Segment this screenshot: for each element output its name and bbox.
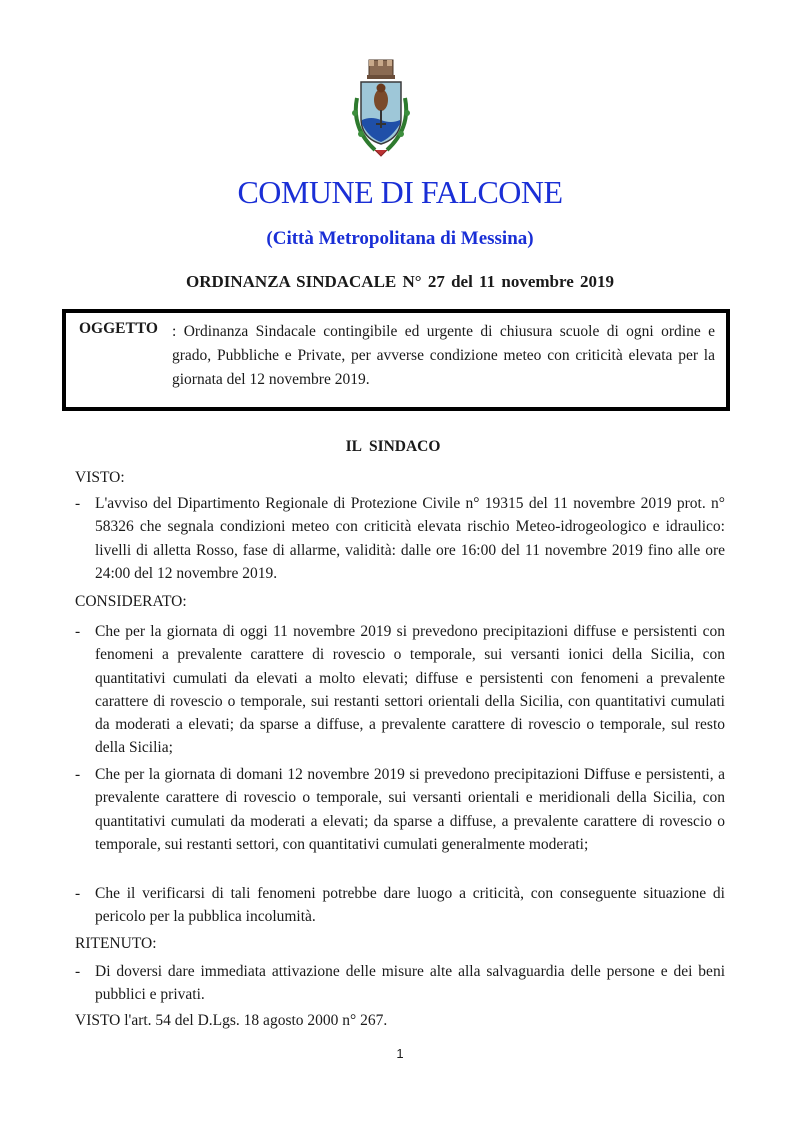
list-item: [75, 492, 725, 585]
bullet-dash: -: [75, 495, 81, 512]
bullet-dash: -: [75, 623, 81, 640]
coat-of-arms-icon: [345, 58, 417, 160]
municipality-title: COMUNE DI FALCONE: [237, 174, 563, 210]
visto-heading: VISTO:: [75, 469, 125, 486]
page-number: 1: [396, 1046, 404, 1061]
ordinance-title: ORDINANZA SINDACALE N° 27 del 11 novembre 2019: [185, 272, 615, 291]
ritenuto-heading: RITENUTO:: [75, 935, 157, 952]
visto-article-line: VISTO l'art. 54 del D.Lgs. 18 agosto 2000 n° 267.: [75, 1012, 388, 1029]
subject-box: [62, 309, 730, 411]
list-item: [75, 882, 725, 929]
considerato-item-text: Che il verificarsi di tali fenomeni potrebbe dare luogo a criticità, con conseguente situazione di pericolo per la pubblica incolumità.: [95, 885, 725, 926]
considerato-item-text: Che per la giornata di oggi 11 novembre 2019 si prevedono precipitazioni diffuse e persistenti con fenomeni a prevalente carattere di rovescio o temporale, sui versanti ionici della Sicilia, con quantitativi cumulati da elevati a molto elevati; diffuse e persistenti con fenomeni a prevalente carattere di rovescio o temporale, sui restanti settori orientali della Sicilia, con quantitativi cumulati da moderati a elevati; da sparse a diffuse, a prevalente carattere di rovescio o temporale, sul resto della Sicilia;: [95, 623, 725, 757]
bullet-dash: -: [75, 885, 81, 902]
subject-text: : Ordinanza Sindacale contingibile ed urgente di chiusura scuole di ogni ordine e grado, Pubbliche e Private, per avverse condizione meteo con criticità elevata per la giornata del 12 novembre 2019.: [172, 323, 715, 388]
bullet-dash: -: [75, 766, 81, 783]
considerato-item-text: Che per la giornata di domani 12 novembre 2019 si prevedono precipitazioni Diffuse e persistenti, a prevalente carattere di rovescio o temporale, sui versanti orientali e meridionali della Sicilia, con quantitativi cumulati da moderati a elevati; da sparse a diffuse, a prevalente carattere di rovescio o temporale, sui restanti settori, con quantitativi cumulati generalmente moderati;: [95, 766, 725, 853]
subject-label: OGGETTO: [79, 320, 158, 337]
section-heading: IL SINDACO: [345, 438, 441, 455]
bullet-dash: -: [75, 963, 81, 980]
list-item: [75, 960, 725, 1007]
list-item: [75, 620, 725, 760]
considerato-heading: CONSIDERATO:: [75, 593, 187, 610]
visto-item-text: L'avviso del Dipartimento Regionale di Protezione Civile n° 19315 del 11 novembre 2019 prot. n° 58326 che segnala condizioni meteo con criticità elevata rischio Meteo-idrogeologico e idraulico: livelli di alletta Rosso, fase di allarme, validità: dalle ore 16:00 del 11 novembre 2019 fino alle ore 24:00 del 12 novembre 2019.: [95, 495, 725, 582]
province-subtitle: (Città Metropolitana di Messina): [266, 228, 534, 249]
ritenuto-item-text: Di doversi dare immediata attivazione delle misure alte alla salvaguardia delle persone e dei beni pubblici e privati.: [95, 963, 725, 1004]
list-item: [75, 763, 725, 856]
